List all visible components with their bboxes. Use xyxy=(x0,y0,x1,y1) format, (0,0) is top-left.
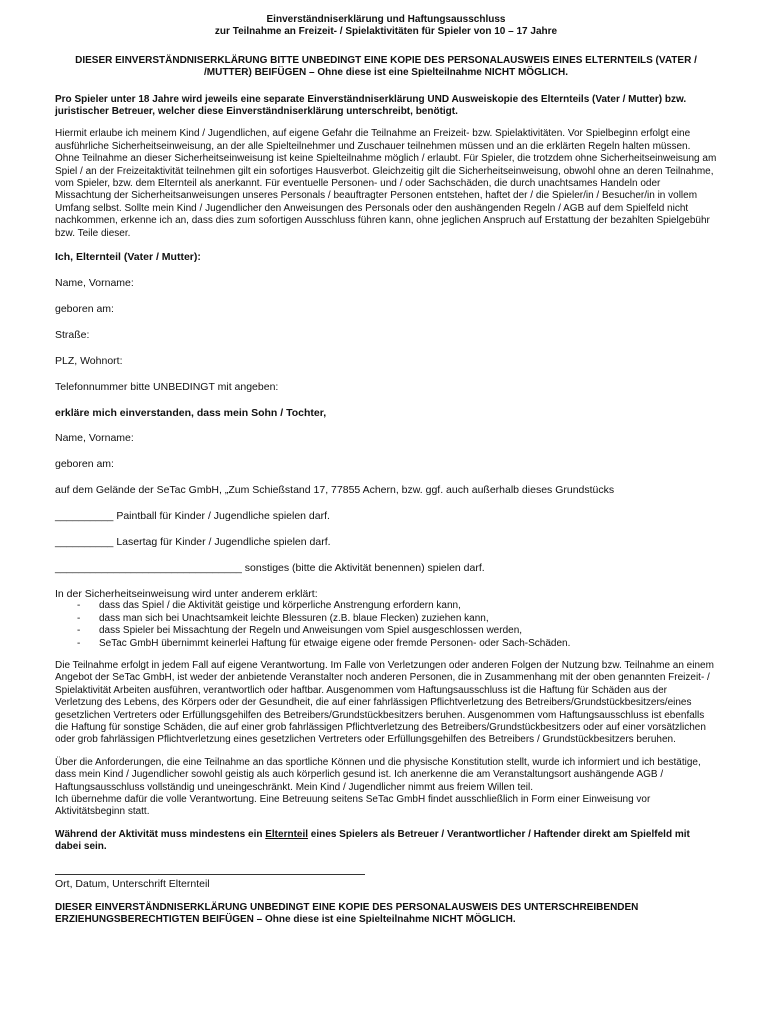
list-item: - dass man sich bei Unachtsamkeit leichte Blessuren (z.B. blaue Flecken) zuziehen kann, xyxy=(55,613,717,625)
responsibility-paragraph: Ich übernehme dafür die volle Verantwortung. Eine Betreuung seitens SeTac GmbH findet ausschließlich in Form einer Einweisung vor Aktivitätsbeginn statt. xyxy=(55,793,651,818)
document-subtitle: zur Teilnahme an Freizeit- / Spielaktivitäten für Spieler von 10 – 17 Jahre xyxy=(214,26,558,38)
id-copy-notice-bottom: DIESER EINVERSTÄNDNISERKLÄRUNG UNBEDINGT EINE KOPIE DES PERSONALAUSWEIS DES UNTERSCHREIBENDEN ERZIEHUNGSBERECHTIGTEN BEIFÜGEN – Ohne diese ist eine Spielteilnahme NICHT MÖGLICH. xyxy=(55,902,639,926)
supervision-text-start: Während der Aktivität muss mindestens ein xyxy=(55,828,266,840)
activity-other-line: ________________________________ sonstiges (bitte die Aktivität benennen) spielen darf. xyxy=(55,561,485,574)
signature-label: Ort, Datum, Unterschrift Elternteil xyxy=(55,877,210,890)
child-name-field: Name, Vorname: xyxy=(55,432,134,445)
requirements-paragraph: Über die Anforderungen, die eine Teilnahme an das sportliche Können und die physische Konstitution stellt, wurde ich informiert und ich bestätige, dass mein Kind / Jugendlicher sowohl geistig als auch körperlich gesund ist. Ich anerkenne die am Veranstaltungsort aushängende AGB / Haftungsausschluss vollständig und uneingeschränkt. Mein Kind / Jugendlicher nimmt aus freiem Willen teil. xyxy=(55,756,701,793)
supervision-notice xyxy=(55,829,717,854)
liability-paragraph: Die Teilnahme erfolgt in jedem Fall auf eigene Verantwortung. Im Falle von Verletzungen oder anderen Folgen der Nutzung bzw. Teilnahme an einem Angebot der SeTac GmbH, ist weder der anbietende Veranstalter noch anderen Personen, die in Zusammenhang mit der oben genannten Freizeit- / Spielaktivität Arbeiten ausführen, verantwortlich oder haftbar. Ausgenommen vom Haftungsausschluss ist die Haftung für Schäden aus der Verletzung des Lebens, des Körpers oder der Gesundheit, die auf einer fahrlässigen Pflichtverletzung des Betreibers/Grundstückbesitzers/eines gesetzlichen Vertreters oder Erfüllungsgehilfen des Betreibers/Grundstückbesitzers beruhen. Ausgenommen vom Haftungsausschluss ist ebenfalls die Haftung für sonstige Schäden, die auf einer grob fahrlässigen Pflichtverletzung des Betreibers/Grundstückbesitzers oder auf einer vorsätzlichen oder grob fahrlässigen Pflichtverletzung eines gesetzlichen Vertreters oder Erfüllungsgehilfen des Betreibers / Grundstückbesitzers beruhen. xyxy=(55,659,714,746)
parent-heading: Ich, Elternteil (Vater / Mutter): xyxy=(55,251,201,264)
list-item: - dass das Spiel / die Aktivität geistige und körperliche Anstrengung erfordern kann, xyxy=(55,600,717,612)
parent-name-field: Name, Vorname: xyxy=(55,277,134,289)
minors-notice: Pro Spieler unter 18 Jahre wird jeweils eine separate Einverständniserklärung UND Ausweiskopie des Elternteils (Vater / Mutter) bzw. juristischer Betreuer, welcher diese Einverständniserklärung unterschreibt, benötigt. xyxy=(55,93,687,118)
parent-city-field: PLZ, Wohnort: xyxy=(55,354,123,367)
supervision-underlined-word: Elternteil xyxy=(265,828,309,840)
briefing-list xyxy=(55,600,717,650)
parent-phone-field: Telefonnummer bitte UNBEDINGT mit angeben: xyxy=(55,380,279,393)
supervision-text-end: eines Spielers als Betreuer / Verantwortlicher / Haftender direkt am Spielfeld mit dabei sein. xyxy=(55,828,690,853)
parent-street-field: Straße: xyxy=(55,328,90,341)
document-title: Einverständniserklärung und Haftungsausschluss xyxy=(266,14,506,25)
briefing-intro: In der Sicherheitseinweisung wird unter anderem erklärt: xyxy=(55,587,318,600)
activity-lasertag-line: __________ Lasertag für Kinder / Jugendliche spielen darf. xyxy=(55,536,331,549)
child-birthdate-field: geboren am: xyxy=(55,458,114,471)
list-item: - dass Spieler bei Missachtung der Regeln und Anweisungen vom Spiel ausgeschlossen werden, xyxy=(55,625,717,637)
intro-paragraph: Hiermit erlaube ich meinem Kind / Jugendlichen, auf eigene Gefahr die Teilnahme an Freizeit- bzw. Spielaktivitäten. Vor Spielbeginn erfolgt eine ausführliche Sicherheitseinweisung, an der alle Spielteilnehmer und Zuschauer teilnehmen müssen und an die erklärten Regeln halten müssen. Ohne Teilnahme an dieser Sicherheitseinweisung ist keine Spielteilnahme möglich / erlaubt. Für Spieler, die trotzdem ohne Sicherheitseinweisung am Spiel / an der Freizeitaktivität teilnehmen gilt ein sofortiges Hausverbot. Gleichzeitig gilt die Sicherheitseinweisung, obwohl ohne an deren Teilnahme, vom Spieler, bzw. dem Elternteil als anerkannt. Für eventuelle Personen- und / oder Sachschäden, die durch unachtsames Handeln oder Missachtung der Sicherheitsanweisungen unseres Personals / beauftragter Personen entstehen, haftet der / die Spieler/in / Besucher/in in vollem Umfang selbst. Sollte mein Kind / Jugendlicher den Anweisungen des Personals oder den aushängenden Regeln / AGB auf dem Spielfeld nicht nachkommen, erkenne ich an, dass dies zum sofortigen Ausschluss führen kann, ohne jeglichen Anspruch auf Erstattung der bezahlten Spielgebühr bzw. Teile dieser. xyxy=(55,128,717,239)
location-text: auf dem Gelände der SeTac GmbH, „Zum Schießstand 17, 77855 Achern, bzw. ggf. auch außerhalb dieses Grundstücks xyxy=(55,484,615,497)
id-copy-notice: DIESER EINVERSTÄNDNISERKLÄRUNG BITTE UNBEDINGT EINE KOPIE DES PERSONALAUSWEIS EINES ELTERNTEILS (VATER / /MUTTER) BEIFÜGEN – Ohne diese ist eine Spielteilnahme NICHT MÖGLICH. xyxy=(75,54,697,79)
signature-line xyxy=(55,874,365,875)
parent-birthdate-field: geboren am: xyxy=(55,302,114,315)
activity-paintball-line: __________ Paintball für Kinder / Jugendliche spielen darf. xyxy=(55,510,330,523)
list-item: - SeTac GmbH übernimmt keinerlei Haftung für etwaige eigene oder fremde Personen- oder Sach-Schäden. xyxy=(55,638,717,650)
consent-heading: erkläre mich einverstanden, dass mein Sohn / Tochter, xyxy=(55,406,327,419)
document-page xyxy=(55,14,717,927)
